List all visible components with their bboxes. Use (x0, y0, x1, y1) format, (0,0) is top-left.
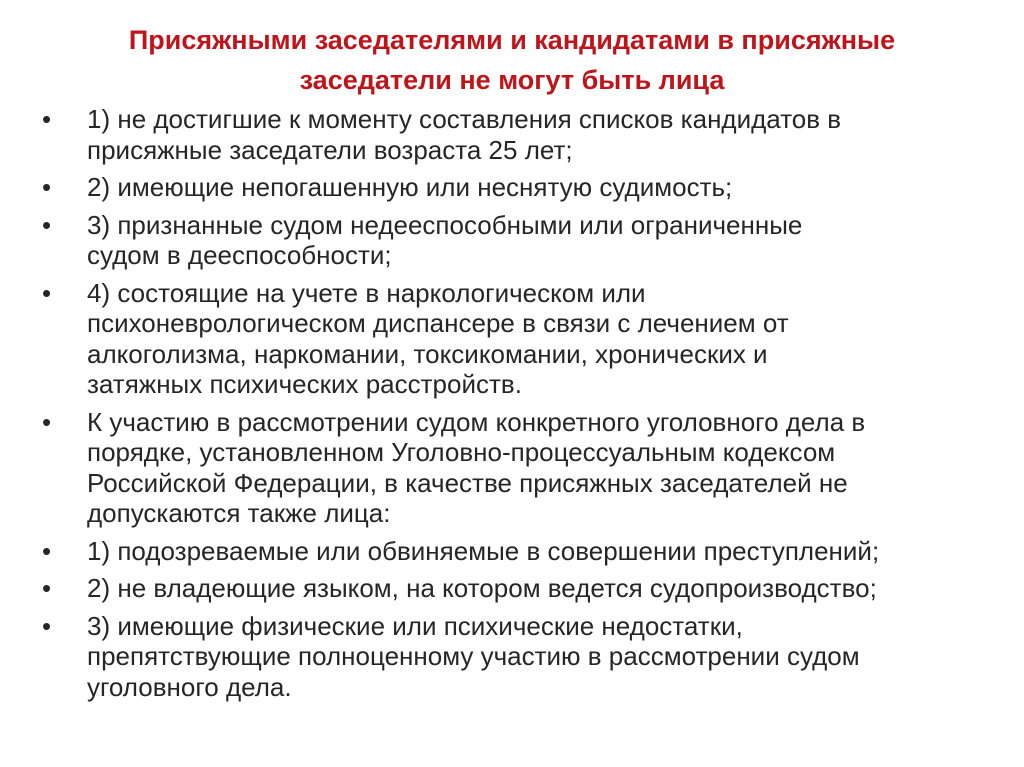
list-item (40, 536, 990, 567)
list-item (40, 573, 990, 604)
list-item-text-line: затяжных психических расстройств. (87, 369, 522, 399)
list-item-text-line: психоневрологическом диспансере в связи с лечением от (87, 308, 789, 338)
list-item-text-line: 1) подозреваемые или обвиняемые в совершении преступлений; (87, 535, 880, 566)
list-item-text-line: 1) не достигшие к моменту составления списков кандидатов в (87, 104, 842, 134)
list-item-text-line: 2) имеющие непогашенную или неснятую судимость; (87, 172, 733, 202)
slide-title (60, 20, 964, 100)
bullet-icon: • (42, 535, 52, 566)
list-item-text-line: препятствующие полноценному участию в рассмотрении судом (87, 641, 860, 671)
list-item (40, 210, 990, 271)
list-item-text-line: допускаются также лица: (87, 498, 391, 528)
slide-title-line-1: Присяжными заседателями и кандидатами в присяжные (128, 25, 896, 55)
bullet-list (40, 104, 990, 709)
bullet-icon: • (42, 610, 52, 641)
bullet-icon: • (42, 277, 52, 308)
bullet-icon: • (42, 172, 52, 202)
list-item-text-line: уголовного дела. (87, 671, 292, 702)
list-item-text-line: присяжные заседатели возраста 25 лет; (87, 134, 573, 165)
bullet-icon: • (42, 209, 52, 240)
list-item (40, 407, 990, 529)
list-item-text-line: судом в дееспособности; (87, 240, 392, 270)
list-item (40, 172, 990, 203)
list-item-text-line: 2) не владеющие языком, на котором ведется судопроизводство; (87, 573, 877, 603)
list-item-text-line: К участию в рассмотрении судом конкретного уголовного дела в (87, 406, 866, 437)
bullet-icon: • (42, 406, 52, 437)
list-item (40, 104, 990, 165)
list-item-text-line: алкоголизма, наркомании, токсикомании, хронических и (87, 338, 768, 369)
slide-title-line-2: заседатели не могут быть лица (299, 65, 725, 95)
list-item-text-line: 4) состоящие на учете в наркологическом или (87, 277, 646, 308)
list-item (40, 611, 990, 703)
list-item-text-line: 3) признанные судом недееспособными или ограниченные (87, 209, 803, 240)
list-item-text-line: Российской Федерации, в качестве присяжных заседателей не (87, 467, 848, 498)
list-item-text-line: порядке, установленном Уголовно-процессуальным кодексом (87, 437, 836, 467)
bullet-icon: • (42, 573, 52, 603)
bullet-icon: • (42, 104, 52, 134)
list-item-text-line: 3) имеющие физические или психические недостатки, (87, 610, 743, 641)
list-item (40, 278, 990, 400)
